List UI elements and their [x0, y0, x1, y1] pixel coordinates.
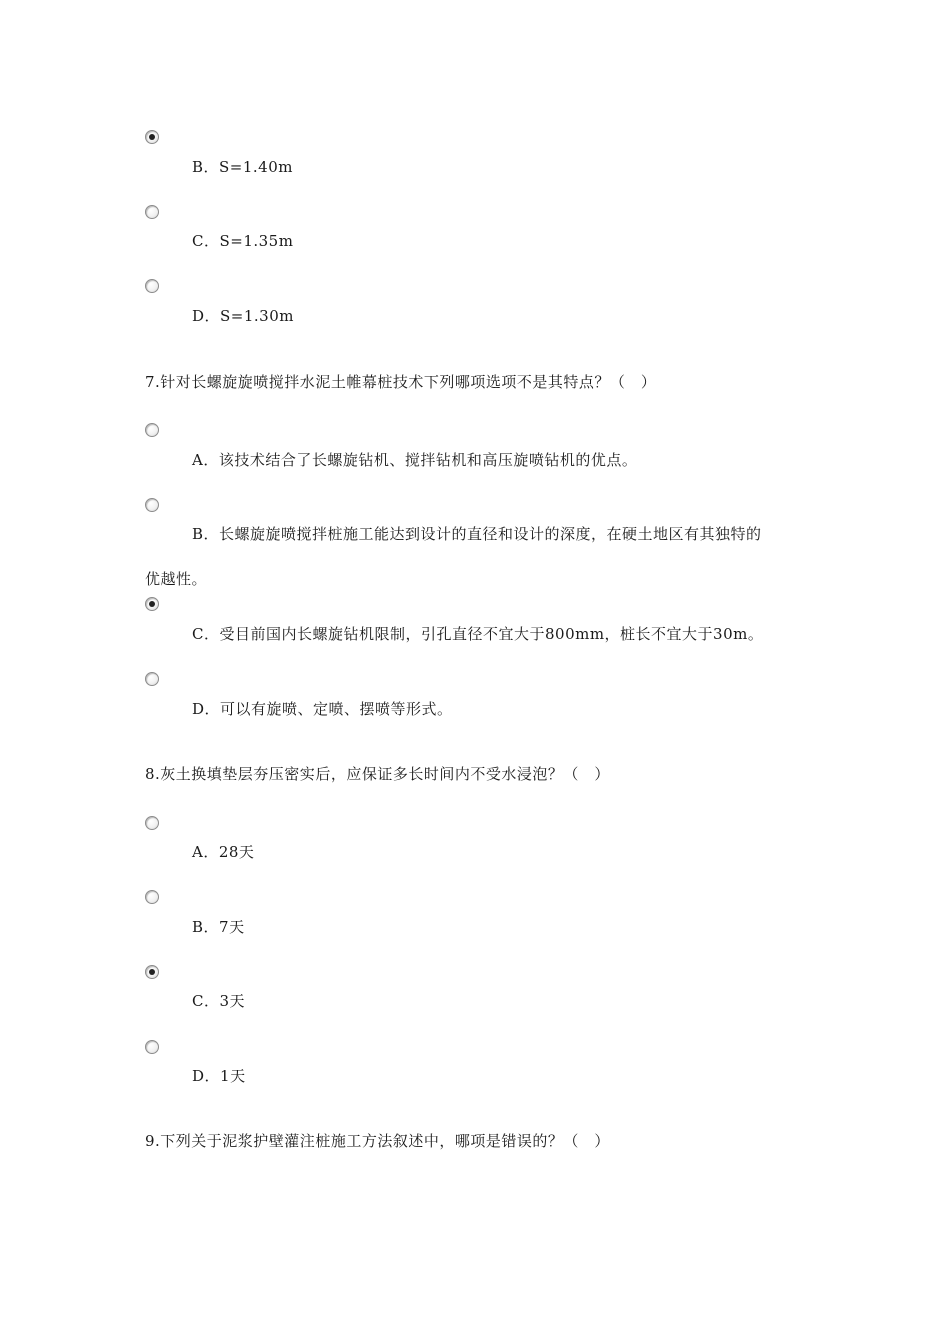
q8-option-b-radio[interactable] — [145, 890, 159, 904]
q7-question: 7.针对长螺旋旋喷搅拌水泥土帷幕桩技术下列哪项选项不是其特点？（ ） — [145, 373, 657, 391]
q7-option-b-label: B．长螺旋旋喷搅拌桩施工能达到设计的直径和设计的深度，在硬土地区有其独特的 — [192, 525, 762, 543]
q8-option-c-radio[interactable] — [145, 965, 159, 979]
q8-option-c-label: C．3天 — [192, 992, 246, 1010]
q7-option-b-continuation: 优越性。 — [145, 570, 208, 588]
q6-option-d-label: D．S=1.30m — [192, 307, 294, 325]
q7-option-d-label: D．可以有旋喷、定喷、摆喷等形式。 — [192, 700, 453, 718]
q8-option-d-label: D．1天 — [192, 1067, 246, 1085]
q8-option-d-radio[interactable] — [145, 1040, 159, 1054]
q6-option-b-label: B．S=1.40m — [192, 158, 293, 176]
q7-option-a-radio[interactable] — [145, 423, 159, 437]
q6-option-c-label: C．S=1.35m — [192, 232, 294, 250]
q7-option-c-label: C．受目前国内长螺旋钻机限制，引孔直径不宜大于800mm，桩长不宜大于30m。 — [192, 625, 764, 643]
q7-option-a-label: A．该技术结合了长螺旋钻机、搅拌钻机和高压旋喷钻机的优点。 — [192, 451, 638, 469]
q6-option-c-radio[interactable] — [145, 279, 159, 293]
q6-option-a-radio[interactable] — [145, 130, 159, 144]
q8-option-b-label: B．7天 — [192, 918, 245, 936]
q6-option-b-radio[interactable] — [145, 205, 159, 219]
q7-option-d-radio[interactable] — [145, 672, 159, 686]
q9-question: 9.下列关于泥浆护壁灌注桩施工方法叙述中，哪项是错误的？（ ） — [145, 1132, 610, 1150]
q7-option-c-radio[interactable] — [145, 597, 159, 611]
q8-option-a-radio[interactable] — [145, 816, 159, 830]
q8-question: 8.灰土换填垫层夯压密实后，应保证多长时间内不受水浸泡？（ ） — [145, 765, 610, 783]
q7-option-b-radio[interactable] — [145, 498, 159, 512]
q8-option-a-label: A．28天 — [192, 843, 255, 861]
